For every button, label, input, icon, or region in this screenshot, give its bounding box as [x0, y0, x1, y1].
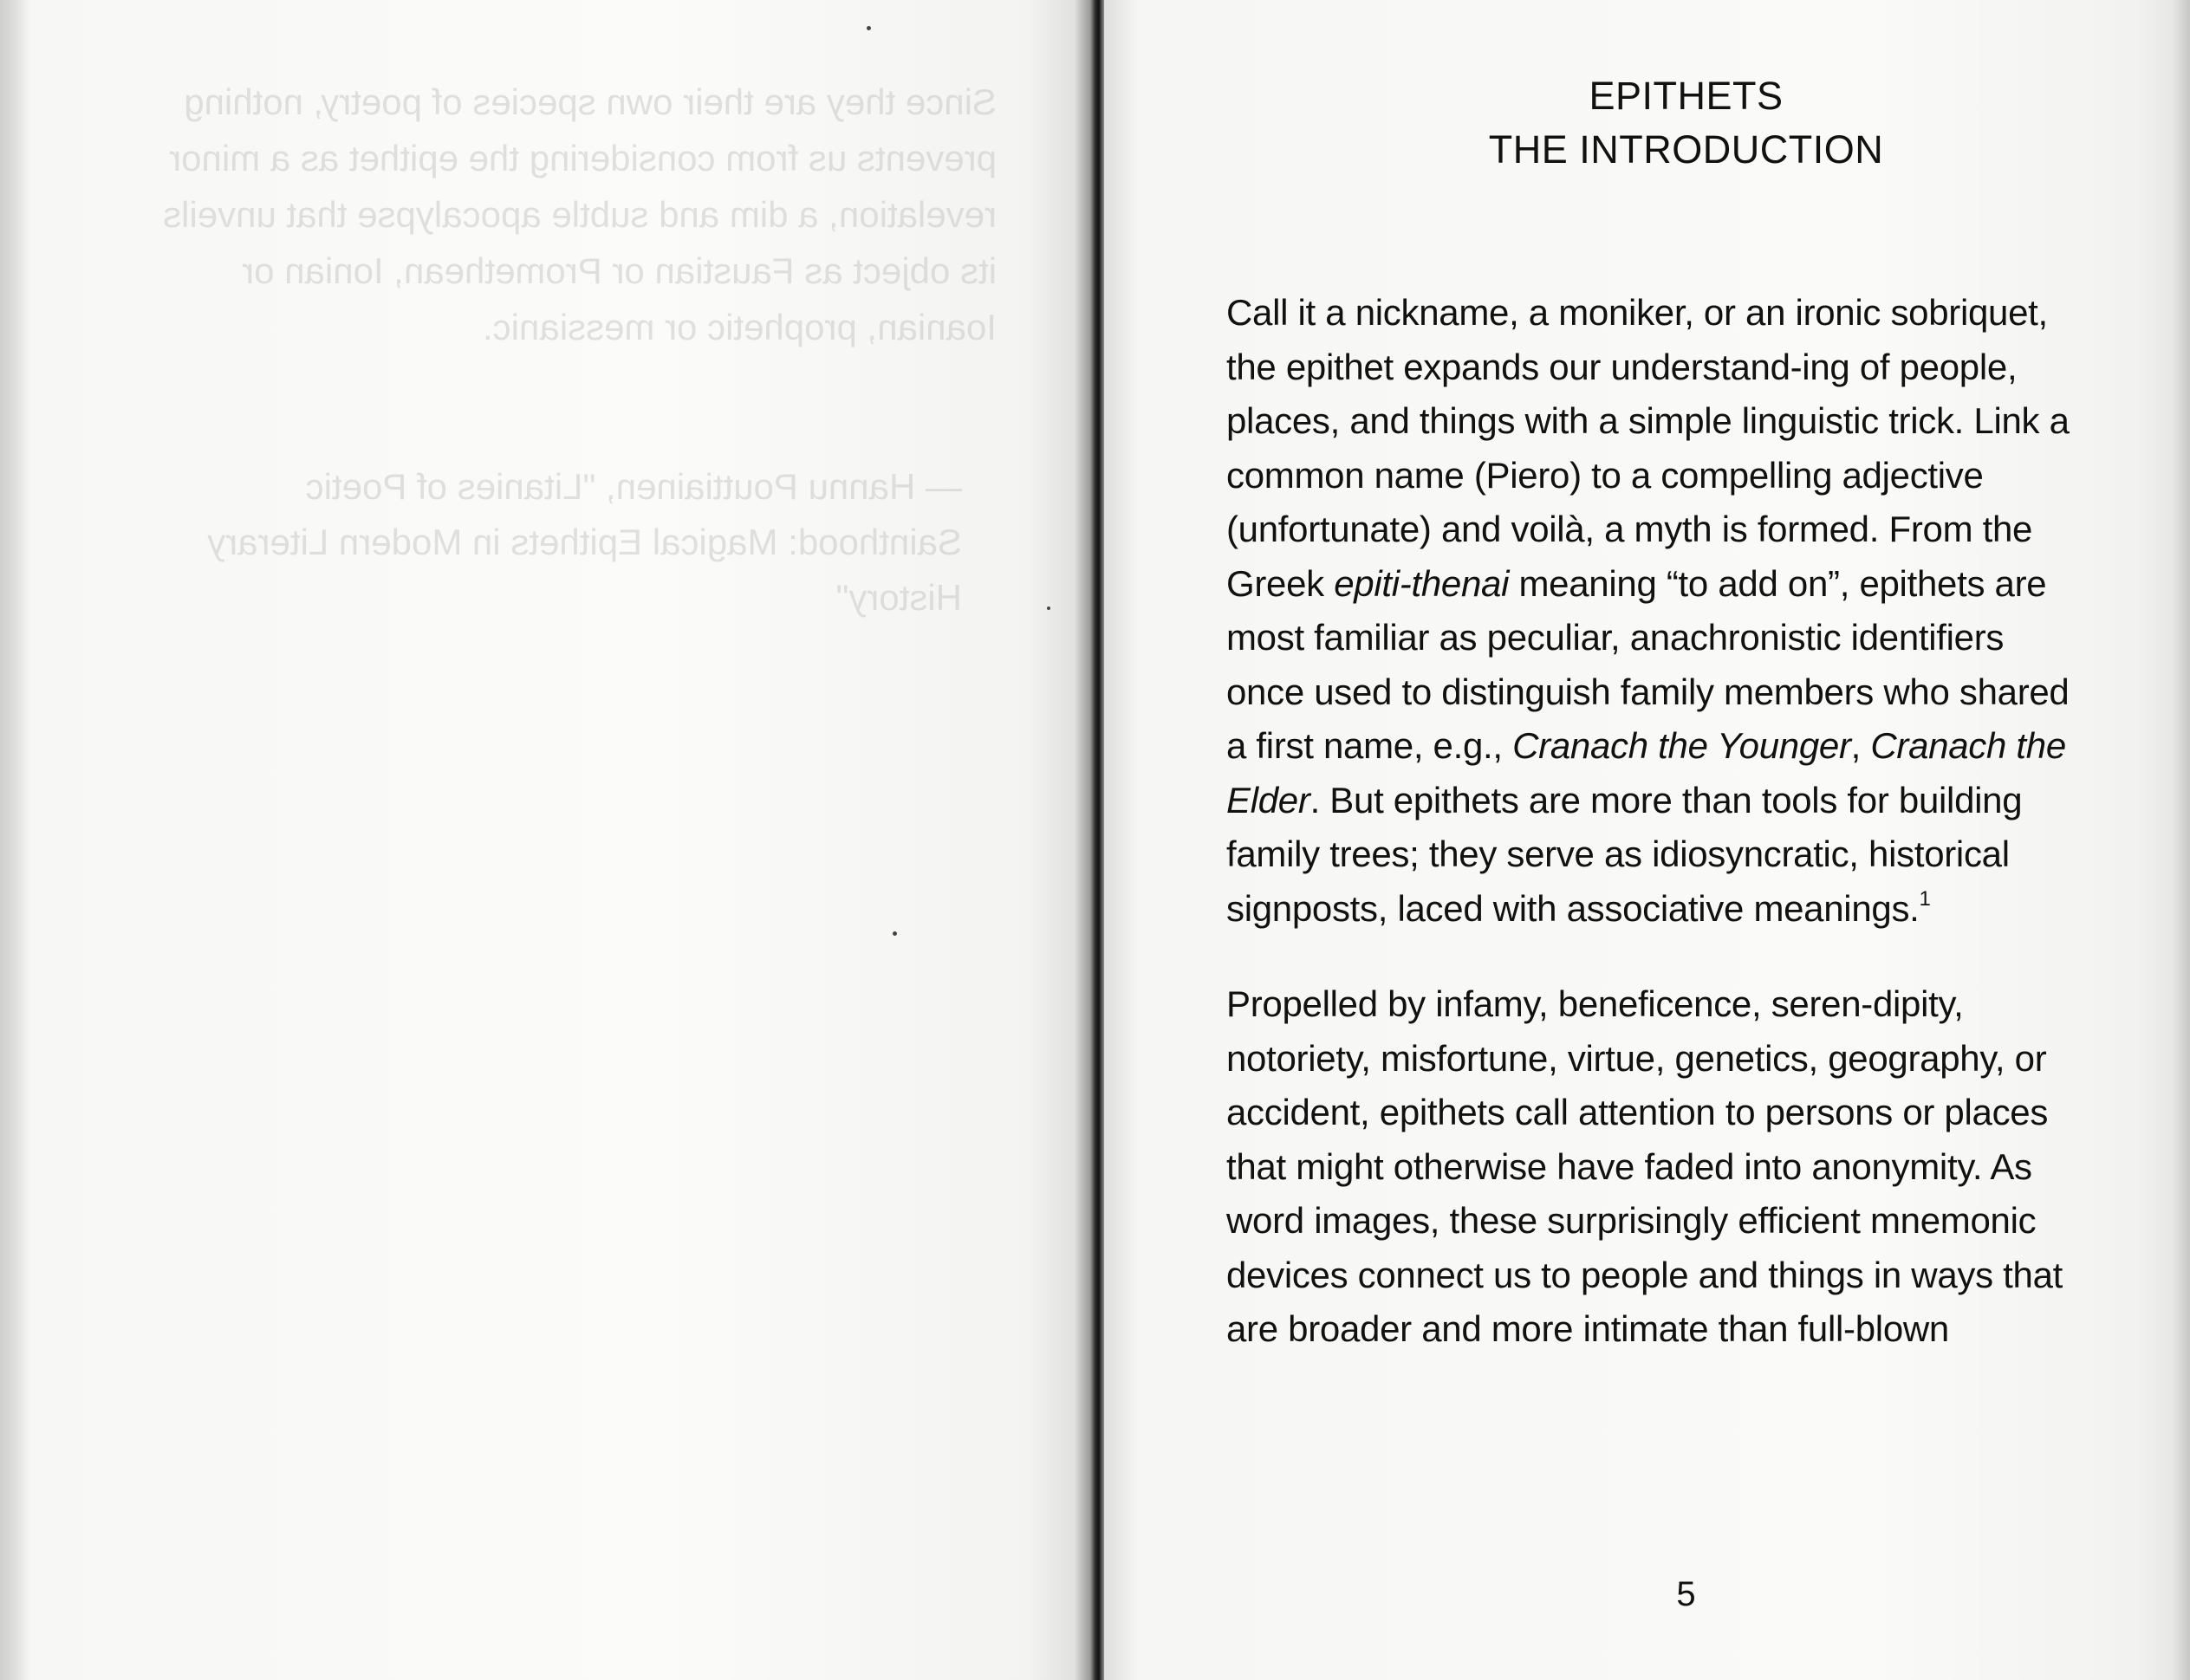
right-page	[1104, 0, 2190, 1680]
bleed-through-quote: Since they are their own species of poetry, nothing prevents us from considering the epithet as a minor revelation, a dim and subtle apocalypse that unveils its object as Faustian or Promethean, Ionian or Ioanian, prophetic or messianic.	[163, 81, 997, 347]
italic-name-elder: Cranach the Elder	[1226, 725, 2066, 821]
page-number-container	[1104, 1573, 2190, 1616]
chapter-subtitle: THE INTRODUCTION	[1488, 127, 1884, 172]
body-text	[1226, 286, 2080, 1357]
italic-term-epititenai: epiti-thenai	[1334, 562, 1510, 604]
bleed-through-attribution: — Hannu Pouttiainen, "Litanies of Poetic Sainthood: Magical Epithets in Modern Literary History"	[207, 466, 962, 618]
page-edge-shadow	[0, 0, 31, 1680]
paragraph-1-text-d: . But epithets are more than tools for building family trees; they serve as idiosyncratic, historical signposts, laced with associative meanings.	[1226, 779, 2023, 929]
paragraph-1-text-a: Call it a nickname, a moniker, or an ironic sobriquet, the epithet expands our understand-ing of people, places, and things with a simple linguistic trick. Link a common name (Piero) to a compelling adjective (unfortunate) and voilà, a myth is formed. From the Greek	[1226, 292, 2070, 604]
paragraph-1	[1226, 286, 2080, 936]
paper-speck	[893, 931, 897, 936]
paragraph-1-text-c: ,	[1850, 725, 1871, 766]
page-number: 5	[1676, 1575, 1696, 1613]
paragraph-2: Propelled by infamy, beneficence, seren-dipity, notoriety, misfortune, virtue, genetics, geography, or accident, epithets call attention to persons or places that might otherwise have faded into anonymity. As word images, these surprisingly efficient mnemonic devices connect us to people and things in ways that are broader and more intimate than full-blown	[1226, 983, 2063, 1349]
chapter-title: EPITHETS	[1589, 74, 1784, 118]
paper-speck	[867, 26, 871, 30]
paragraph-1-text-b: meaning “to add on”, epithets are most familiar as peculiar, anachronistic identifiers once used to distinguish family members who shared a first name, e.g.,	[1226, 562, 2070, 766]
italic-name-younger: Cranach the Younger	[1512, 725, 1851, 766]
page-edge-shadow-right	[2173, 0, 2190, 1680]
left-page	[0, 0, 1094, 1680]
footnote-marker[interactable]: 1	[1919, 886, 1931, 911]
paper-speck	[1047, 606, 1050, 610]
chapter-heading	[1104, 69, 2190, 177]
